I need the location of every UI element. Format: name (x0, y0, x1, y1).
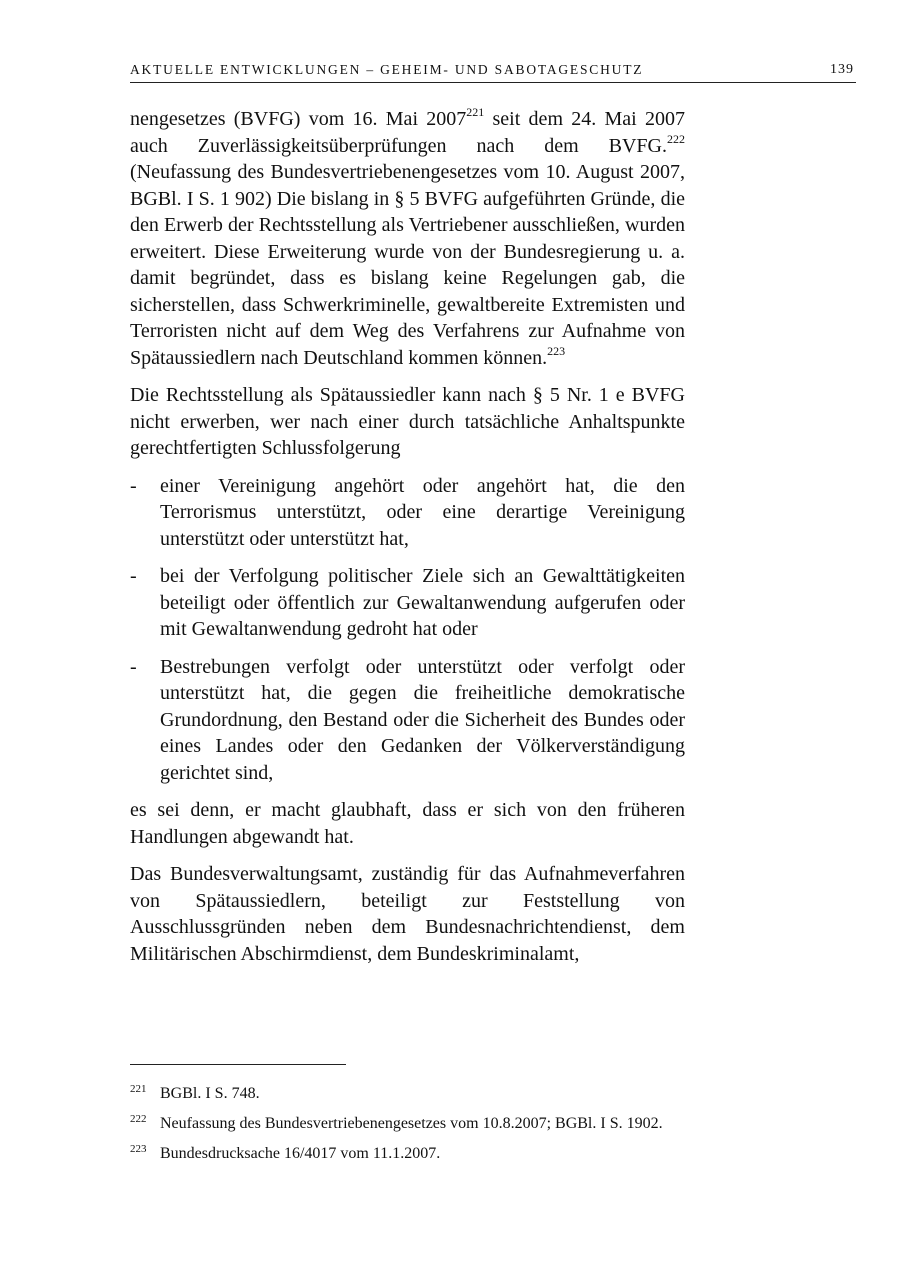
body-text (130, 106, 685, 978)
footnote-text: BGBl. I S. 748. (160, 1085, 260, 1102)
footnote-ref-222[interactable]: 222 (667, 131, 685, 146)
footnotes (130, 1084, 685, 1174)
footnote-222 (130, 1114, 685, 1134)
list-item-text: einer Vereinigung angehört oder angehört hat, die den Terrorismus unterstützt, oder eine derartige Vereinigung unterstützt oder unterstützt hat, (160, 474, 685, 550)
footnote-number: 221 (130, 1083, 147, 1095)
paragraph-3: es sei denn, er macht glaubhaft, dass er sich von den früheren Handlungen abgewandt hat. (130, 799, 685, 848)
running-title: AKTUELLE ENTWICKLUNGEN – GEHEIM- UND SABOTAGESCHUTZ (130, 62, 644, 77)
footnote-221 (130, 1084, 685, 1104)
footnote-ref-221[interactable]: 221 (466, 105, 485, 119)
paragraph-4: Das Bundesverwaltungsamt, zuständig für das Aufnahmeverfahren von Spätaussiedlern, beteiligt zur Feststellung von Ausschlussgründen neben dem Bundesnachrichtendienst, dem Militärischen Abschirmdienst, dem Bundeskriminalamt, (130, 863, 685, 965)
paragraph-1 (130, 106, 685, 371)
footnote-number: 223 (130, 1143, 147, 1155)
footnote-ref-223[interactable]: 223 (547, 343, 566, 358)
list-dash: - (130, 565, 137, 587)
paragraph-1-text-a: nengesetzes (BVFG) vom 16. Mai 2007 (130, 108, 467, 130)
footnote-divider (130, 1064, 346, 1065)
list-item-text: Bestrebungen verfolgt oder unterstützt oder verfolgt oder unterstützt hat, die gegen die freiheitliche demokratische Grundordnung, den Bestand oder die Sicherheit des Bundes oder eines Landes oder den Gedanken der Völkerverständigung gerichtet sind, (160, 655, 685, 784)
list-dash: - (130, 655, 137, 678)
paragraph-1-text-c: (Neufassung des Bundesvertriebenengesetzes vom 10. August 2007, BGBl. I S. 1 902) Die bislang in § 5 BVFG aufgeführten Gründe, die den Erwerb der Rechtsstellung als Vertriebener ausschließen, wurden erweitert. Diese Erweiterung wurde von der Bundesregierung u. a. damit begründet, dass es bislang keine Regelungen gab, die sicherstellen, dass Schwerkriminelle, gewaltbereite Extremisten und Terroristen nicht auf dem Weg des Verfahrens zur Aufnahme von Spätaussiedlern nach Deutschland kommen können. (130, 161, 685, 369)
paragraph-1-text-b: seit dem 24. Mai 2007 auch Zuverlässigkeitsüberprüfungen nach dem BVFG. (130, 108, 685, 157)
footnote-223 (130, 1144, 685, 1164)
running-header (130, 62, 856, 83)
list-item (130, 473, 685, 553)
footnote-text: Neufassung des Bundesvertriebenengesetzes vom 10.8.2007; BGBl. I S. 1902. (160, 1115, 663, 1132)
list-item (130, 563, 685, 643)
exclusion-list (130, 473, 685, 787)
list-item (130, 654, 685, 787)
paragraph-2: Die Rechtsstellung als Spätaussiedler kann nach § 5 Nr. 1 e BVFG nicht erwerben, wer nach einer durch tatsächliche Anhaltspunkte gerechtfertigten Schlussfolgerung (130, 384, 685, 459)
list-dash: - (130, 474, 137, 497)
footnote-number: 222 (130, 1113, 147, 1125)
footnote-text: Bundesdrucksache 16/4017 vom 11.1.2007. (160, 1145, 441, 1162)
page-number: 139 (830, 62, 854, 77)
list-item-text: bei der Verfolgung politischer Ziele sich an Gewalttätigkeiten beteiligt oder öffentlich zur Gewaltanwendung aufgerufen oder mit Gewaltanwendung gedroht hat oder (160, 565, 685, 640)
